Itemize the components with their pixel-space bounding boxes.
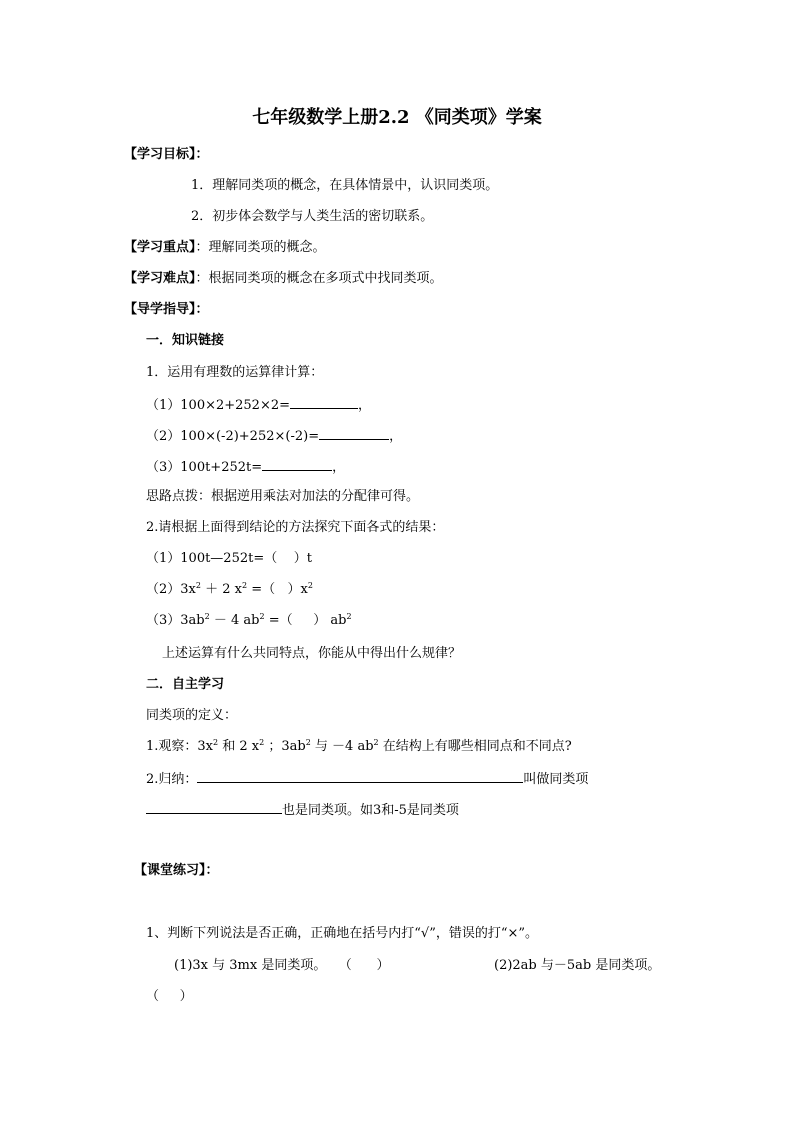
q1a-answer-blank[interactable] (290, 396, 358, 409)
exponent: 2 (305, 738, 311, 747)
obs-part2: 和 2 x (218, 739, 260, 754)
section1-q1c (146, 458, 345, 476)
key-point-heading: 【学习重点】 (124, 240, 196, 255)
q2b-part3: =（ ）x (247, 582, 308, 597)
also-suffix: 也是同类项。如3和-5是同类项 (282, 803, 459, 818)
section1-q2c (146, 613, 352, 629)
summary-prefix: 2.归纳： (146, 772, 198, 787)
obs-part3: ；3ab (264, 739, 306, 754)
obs-part4: 与 －4 ab (310, 739, 374, 754)
also-answer-blank[interactable] (146, 801, 282, 814)
obs-part5: 在结构上有哪些相同点和不同点? (378, 739, 572, 754)
objectives-heading: 【学习目标】 (124, 147, 196, 162)
summary-answer-blank[interactable] (197, 770, 523, 783)
section1-hint: 思路点拨：根据逆用乘法对加法的分配律可得。 (146, 489, 420, 504)
q2b-part2: ＋ 2 x (200, 582, 242, 597)
practice-q1: 1、判断下列说法是否正确，正确地在括号内打“√”，错误的打“×”。 (146, 926, 539, 941)
q1b-comma: ， (389, 429, 403, 444)
key-point-line (124, 240, 326, 256)
section1-heading: 一．知识链接 (146, 333, 225, 348)
exponent: 2 (241, 581, 248, 590)
summary-suffix: 叫做同类项 (523, 772, 589, 787)
section1-q1a (146, 396, 371, 414)
q2c-part3: =（ ） ab (264, 613, 347, 628)
q2b-part1: （2）3x (146, 582, 196, 597)
section1-q1: 1．运用有理数的运算律计算： (146, 365, 324, 380)
exponent: 2 (307, 581, 313, 590)
section2-summary (146, 770, 588, 788)
difficulty-line (124, 271, 443, 287)
exponent: 2 (259, 738, 265, 747)
q1c-answer-blank[interactable] (262, 458, 332, 471)
exponent: 2 (213, 738, 219, 747)
difficulty-text: ：根据同类项的概念在多项式中找同类项。 (195, 271, 443, 286)
objectives-heading-line (124, 147, 209, 163)
section2-also (146, 801, 459, 819)
q1c-text: （3）100t+252t= (146, 460, 263, 475)
objective-item-1: 1．理解同类项的概念，在具体情景中，认识同类项。 (191, 178, 499, 193)
q2c-part1: （3）3ab (146, 613, 205, 628)
difficulty-heading: 【学习难点】 (124, 271, 196, 286)
section1-q2b (146, 582, 313, 598)
practice-q1a: (1)3x 与 3mx 是同类项。 （ ） (174, 958, 390, 973)
section1-question: 上述运算有什么共同特点，你能从中得出什么规律？ (162, 646, 462, 661)
section1-q1b (146, 427, 402, 445)
q1b-text: （2）100×(-2)+252×(-2)= (146, 429, 320, 444)
practice-heading-line (134, 863, 219, 879)
guide-heading: 【导学指导】 (124, 302, 196, 317)
section2-observe (146, 739, 572, 755)
exponent: 2 (259, 612, 265, 621)
exponent: 2 (195, 581, 201, 590)
section1-q2a: （1）100t—252t=（ ）t (146, 551, 312, 566)
exponent: 2 (204, 612, 210, 621)
guide-colon: ： (195, 302, 209, 317)
practice-q1b: (2)2ab 与－5ab 是同类项。 (494, 958, 661, 973)
section2-heading: 二．自主学习 (146, 677, 225, 692)
q2c-part2: － 4 ab (209, 613, 260, 628)
q1a-comma: ， (358, 398, 372, 413)
section1-q2: 2.请根据上面得到结论的方法探究下面各式的结果： (146, 520, 445, 535)
objectives-colon: ： (195, 147, 209, 162)
key-point-text: ：理解同类项的概念。 (195, 240, 326, 255)
exponent: 2 (373, 738, 379, 747)
q1b-answer-blank[interactable] (319, 427, 389, 440)
practice-colon: ： (205, 863, 219, 878)
practice-heading: 【课堂练习】 (134, 863, 206, 878)
objective-item-2: 2．初步体会数学与人类生活的密切联系。 (191, 209, 434, 224)
exponent: 2 (346, 612, 352, 621)
practice-q1b-paren: （ ） (146, 989, 193, 1004)
q1c-comma: ， (332, 460, 346, 475)
section2-definition: 同类项的定义： (146, 708, 238, 723)
document-title: 七年级数学上册2.2 《同类项》学案 (252, 107, 542, 128)
obs-part1: 1.观察：3x (146, 739, 214, 754)
guide-heading-line (124, 302, 209, 318)
q1a-text: （1）100×2+252×2= (146, 398, 291, 413)
